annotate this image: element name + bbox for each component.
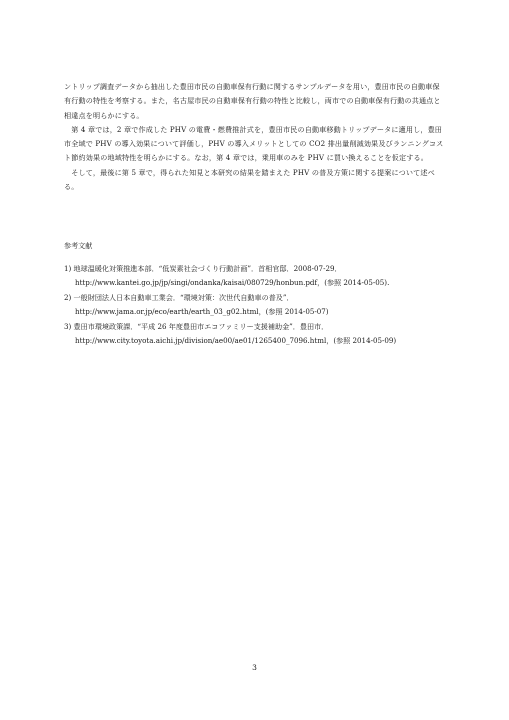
page-number: 3 bbox=[252, 663, 257, 672]
body-paragraph: ントリップ調査データから抽出した豊田市民の自動車保有行動に関するサンプルデータを用い，豊田市民の自動車保有行動の特性を考察する。また，名古屋市民の自動車保有行動の特性と比較し，両市での自動車保有行動の共通点と相違点を明らかにする。 bbox=[64, 82, 441, 120]
reference-text: 2) 一般財団法人日本自動車工業会．“環境対策：次世代自動車の普及”． bbox=[64, 292, 294, 302]
reference-text: 1) 地球温暖化対策推進本部．“低炭素社会づくり行動計画”．首相官邸．2008-07-29． bbox=[64, 264, 342, 273]
body-paragraph: 第 4 章では，2 章で作成した PHV の電費・燃費推計式を，豊田市民の自動車移動トリップデータに適用し，豊田市全域で PHV の導入効果について評価し，PHV の導入メリットとしての CO2 排出量削減効果及びランニングコスト節約効果の地域特性を明らかにする。なお，第 4 章では，乗用車のみを PHV に買い換えることを仮定する。 bbox=[64, 124, 444, 163]
reference-url: http://www.kantei.go.jp/jp/singi/ondanka/kaisai/080729/honbun.pdf，(参照 2014-05-05). bbox=[75, 278, 390, 288]
reference-item bbox=[64, 291, 454, 320]
reference-text: 3) 豊田市環境政策課．“平成 26 年度豊田市エコファミリー支援補助金”．豊田市． bbox=[64, 321, 329, 331]
body-paragraph: そして，最後に第 5 章で，得られた知見と本研究の結果を踏まえた PHV の普及方策に関する提案について述べる。 bbox=[64, 167, 435, 192]
body-text bbox=[64, 80, 446, 194]
references-heading: 参考文献 bbox=[64, 241, 93, 250]
reference-url: http://www.city.toyota.aichi.jp/division/ae00/ae01/1265400_7096.html，(参照 2014-05-09) bbox=[75, 336, 397, 346]
reference-item bbox=[64, 262, 454, 291]
reference-item bbox=[64, 320, 454, 349]
reference-url: http://www.jama.or.jp/eco/earth/earth_03_g02.html，(参照 2014-05-07) bbox=[75, 307, 329, 317]
references-list bbox=[64, 262, 454, 348]
